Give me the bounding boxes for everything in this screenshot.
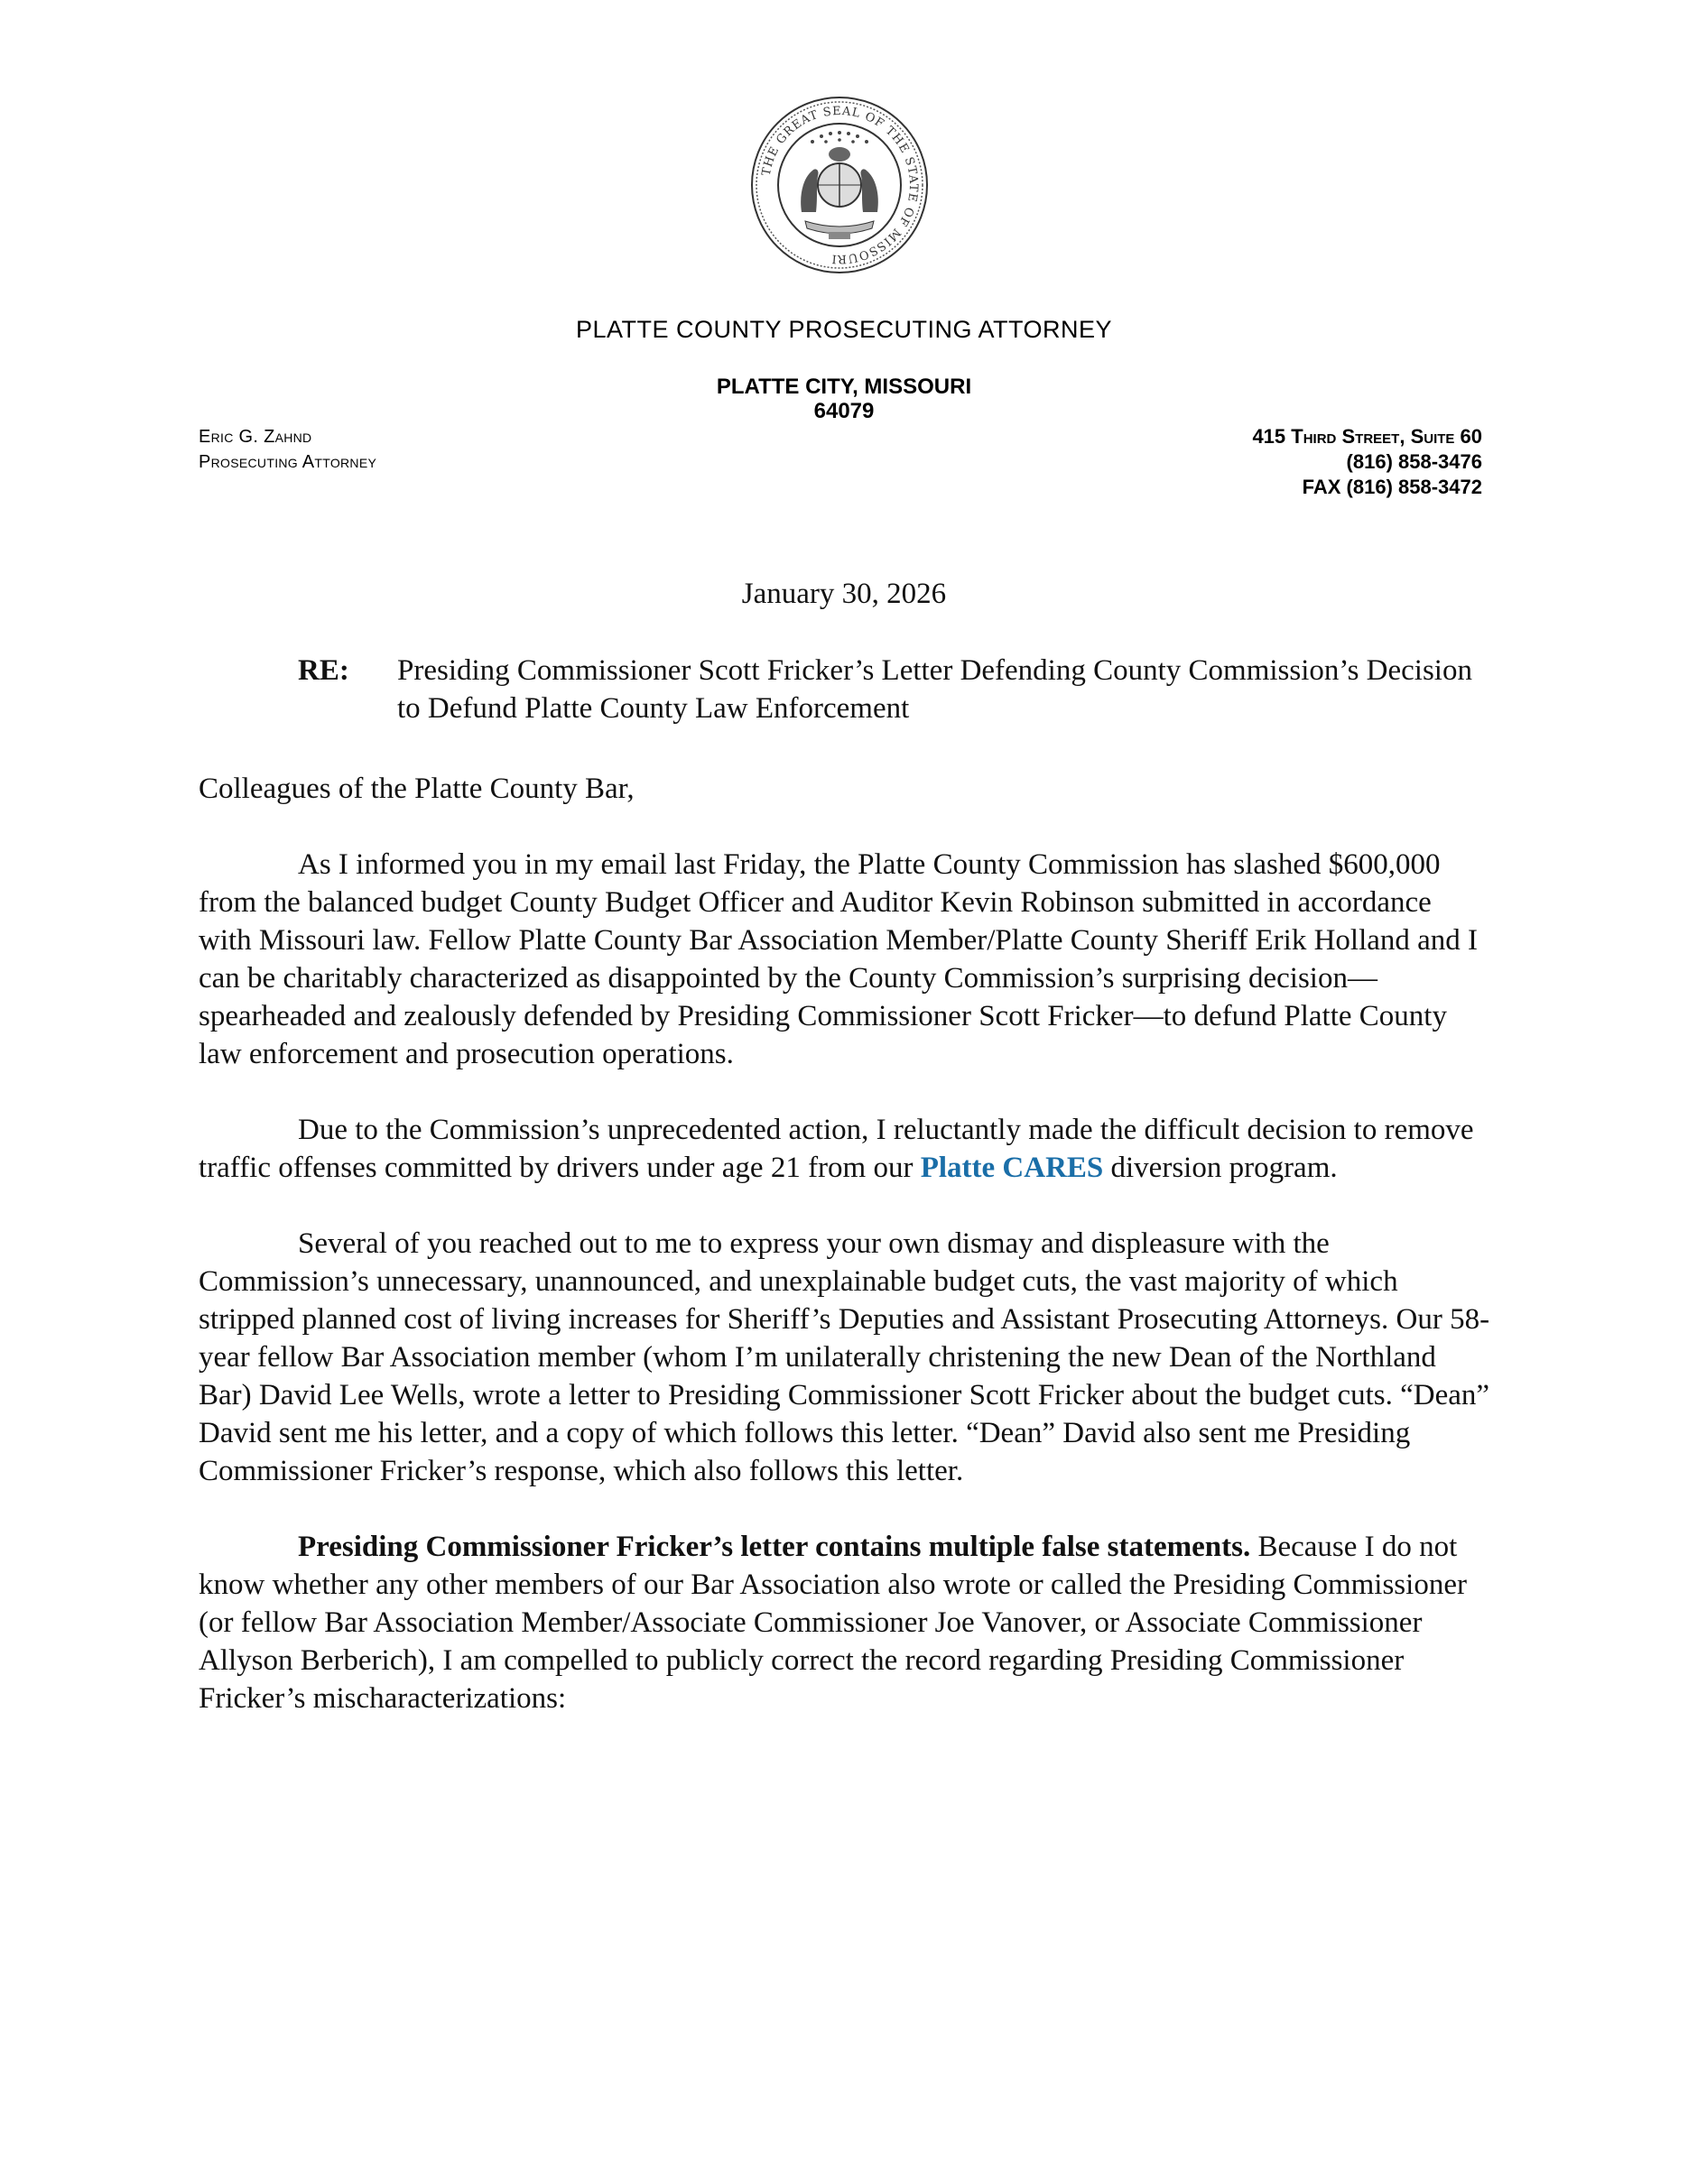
letter-body	[199, 770, 1491, 1755]
address-number: 415	[1252, 425, 1286, 448]
office-city: PLATTE CITY, MISSOURI	[716, 375, 972, 399]
contact-block	[1252, 424, 1482, 500]
paragraph-4-text: Because I do not know whether any other members of our Bar Association also wrote or called the Presiding Commissioner (or fellow Bar Association Member/Associate Commissioner Joe Vanover, or Associate Commissioner Allyson Berberich), I am compelled to publicly correct the record regarding Presiding Commissioner Fricker’s mischaracterizations:	[199, 1531, 1467, 1715]
salutation: Colleagues of the Platte County Bar,	[199, 773, 635, 805]
seal-ring-text: THE GREAT SEAL OF THE STATE OF MISSOURI	[759, 104, 921, 266]
office-title: PLATTE COUNTY PROSECUTING ATTORNEY	[575, 316, 1113, 343]
paragraph-4	[199, 1528, 1491, 1717]
re-subject: Presiding Commissioner Scott Fricker’s Letter Defending County Commission’s Decision to Defund Platte County Law Enforcement	[397, 654, 1472, 725]
attorney-name: Eric G. Zahnd	[199, 427, 312, 447]
re-label: RE:	[298, 654, 349, 687]
letter-date: January 30, 2026	[741, 578, 947, 610]
attorney-title: Prosecuting Attorney	[199, 452, 377, 472]
paragraph-2	[199, 1111, 1491, 1187]
attorney-block	[199, 424, 376, 475]
platte-cares-link[interactable]: Platte CARES	[920, 1152, 1104, 1184]
paragraph-2-text-before: Due to the Commission’s unprecedented action, I reluctantly made the difficult decision to remove traffic offenses committed by drivers under age 21 from our	[199, 1114, 1474, 1184]
office-fax: FAX (816) 858-3472	[1302, 476, 1482, 498]
paragraph-1: As I informed you in my email last Friday, the Platte County Commission has slashed $600,000 from the balanced budget County Budget Officer and Auditor Kevin Robinson submitted in accordance with Missouri law. Fellow Platte County Bar Association Member/Platte County Sheriff Erik Holland and I can be charitably characterized as disappointed by the County Commission’s surprising decision—spearheaded and zealously defended by Presiding Commissioner Scott Fricker—to defund Platte County law enforcement and prosecution operations.	[199, 848, 1479, 1070]
office-address	[1252, 424, 1482, 449]
state-seal-image	[749, 95, 930, 275]
paragraph-4-bold-lead: Presiding Commissioner Fricker’s letter contains multiple false statements.	[298, 1531, 1251, 1563]
office-phone: (816) 858-3476	[1346, 450, 1482, 473]
paragraph-2-text-after: diversion program.	[1110, 1152, 1338, 1184]
office-zip: 64079	[813, 399, 875, 423]
address-street: Third Street, Suite 60	[1291, 425, 1482, 448]
office-city-block	[0, 375, 1688, 423]
paragraph-3: Several of you reached out to me to express your own dismay and displeasure with the Commission’s unnecessary, unannounced, and unexplainable budget cuts, the vast majority of which stripped planned cost of living increases for Sheriff’s Deputies and Assistant Prosecuting Attorneys. Our 58-year fellow Bar Association member (whom I’m unilaterally christening the new Dean of the Northland Bar) David Lee Wells, wrote a letter to Presiding Commissioner Scott Fricker about the budget cuts. “Dean” David sent me his letter, and a copy of which follows this letter. “Dean” David also sent me Presiding Commissioner Fricker’s response, which also follows this letter.	[199, 1227, 1490, 1487]
